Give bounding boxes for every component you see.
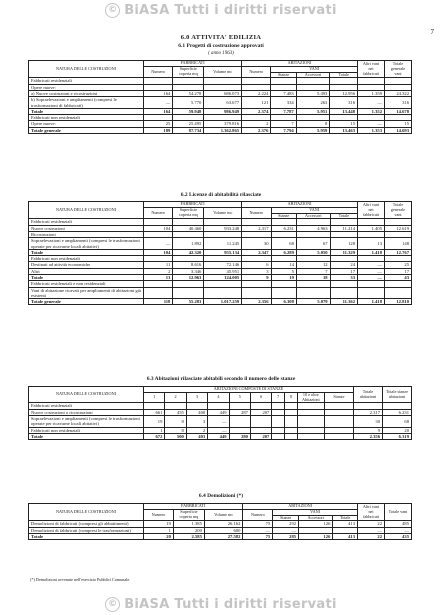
cell-value [285,416,298,428]
cell-value: 500 [165,433,186,439]
cell-value: 6.231 [383,409,412,415]
cell-value [285,433,298,439]
cell-value: 955.134 [204,249,242,255]
grp-abitazioni: ABITAZIONI [243,504,358,510]
cell-value: — [385,527,412,533]
cell-value: 5.770 [173,97,204,109]
cell-value [330,287,357,299]
row-label: Sopraelevazioni e ampliamenti (compresi le trasformazioni operate per ricavarne locali abitativi) [29,238,144,250]
cell-value: 7.794 [271,127,296,133]
col-altri-vani: Altri vani nei fabbricati [358,202,385,219]
col-natura: NATURA DELLE COSTRUZIONI [29,202,144,219]
row-label: Fabbricati non residenziali [29,115,144,121]
row-label: Totale [29,534,144,540]
row-label: Demolizioni di fabbricati (compresi le trasformazioni) [29,527,144,533]
col-altri-vani: Altri vani nei fabbricati [358,504,385,521]
cell-value: 19 [144,521,174,527]
cell-value: 2.356 [242,299,271,305]
cell-value: 126 [299,521,333,527]
cell-value [324,416,353,428]
cell-value: 13.463 [330,127,358,133]
cell-value: 68 [271,238,296,250]
cell-value: — [358,268,385,274]
cell-value: 22 [358,521,385,527]
col-natura: NATURA DELLE COSTRUZIONI [29,504,144,521]
table3-title: 6.3 Abitazioni rilasciate abitabili secondo il numero delle stanze [146,376,296,382]
cell-value: 2.585 [173,534,204,540]
row-label: Ricostruzioni [29,232,144,238]
row-label: Fabbricati non residenziali [29,256,144,262]
cell-value: 13.448 [330,108,358,114]
cell-value: — [358,275,385,281]
cell-value: 13 [144,275,173,281]
cell-value: 3.346 [173,268,204,274]
col-totale: Totale [330,213,357,219]
cell-value: 20 [144,534,174,540]
cell-value: 8 [165,416,186,428]
cell-value: 104 [144,225,173,231]
cell-value [272,433,285,439]
col-stanze: Stanze [271,72,296,78]
cell-value: 30 [354,416,383,428]
watermark-top: © BiASA Tutti i diritti riservati [0,3,442,18]
cell-value: 25 [144,121,173,127]
cell-value: 403 [186,433,207,439]
cell-value: — [208,427,229,433]
watermark-bottom: © BiASA Tutti i diritti riservati [0,597,442,612]
col-numero: Numero [144,66,173,78]
cell-value: 11 [144,262,173,268]
row-label: Opere nuove: [29,84,144,90]
cell-value: 26.162 [204,521,242,527]
cell-value: 3 [242,268,271,274]
cell-value [297,433,324,439]
table2-title: 6.2 Licenze di abitabilità rilasciate [180,192,262,198]
cell-value: 12.767 [385,249,412,255]
cell-value [296,287,330,299]
cell-value: — [358,97,385,109]
cell-value: — [358,121,385,127]
cell-value: 449 [208,409,229,415]
col-stanze-7: 7 [272,392,285,403]
cell-value: 14 [271,262,296,268]
cell-value: 207 [250,433,271,439]
cell-value: 7.787 [271,108,296,114]
table-licenze [28,201,412,305]
cell-value [324,433,353,439]
cell-value [144,287,173,299]
cell-value: 14.693 [385,127,412,133]
cell-value: 12.619 [385,225,412,231]
cell-value: 164 [144,91,173,97]
grp-abitazioni: ABITAZIONI [242,202,358,208]
cell-value: 1.405 [358,225,385,231]
cell-value: 17 [385,268,412,274]
col-stanze: Stanze [271,213,296,219]
col-stanze-4: 4 [208,392,229,403]
col-totale: Totale [333,515,358,521]
table1-title: 6.1 Progetti di costruzione approvati [178,43,264,49]
row-label: Destinati ad attività economiche [29,262,144,268]
footnote: (*) Demolizioni avvenute nell'esercizio Pubblici Comunale. [30,577,131,582]
col-totale-abitazioni: Totale abitazioni [354,387,383,403]
table-row [29,287,412,299]
col-superficie: Superficie coperta mq [173,66,204,78]
row-label: Totale generale [29,299,144,305]
cell-value: 280 [229,433,250,439]
cell-value: 1.359 [358,91,385,97]
col-superficie: Superficie coperta mq [173,207,204,219]
cell-value: 287 [229,409,250,415]
cell-value: 25.495 [173,121,204,127]
row-label: Fabbricati residenziali [29,403,144,409]
cell-value: 5.079 [296,299,330,305]
cell-value: 1.352 [358,108,385,114]
table-row [29,416,412,428]
cell-value: 2 [242,121,271,127]
col-numero-abit: Numero [242,66,271,78]
cell-value: 5 [271,268,296,274]
cell-value: 686.073 [204,91,242,97]
cell-value: 27.582 [204,534,242,540]
col-stanze-oltre: Stanze [324,392,353,403]
cell-value: 121 [242,97,271,109]
cell-value: — [208,416,229,428]
row-label: Totale generale [29,127,144,133]
cell-value: 5.493 [296,91,330,97]
cell-value: 14.678 [385,108,412,114]
cell-value: 55.283 [173,299,204,305]
cell-value: 400 [186,409,207,415]
cell-value: 17 [330,268,357,274]
cell-value: 379.816 [204,121,242,127]
cell-value: 263 [296,97,330,109]
cell-value: 6 [242,262,271,268]
grp-vani: VANI [273,509,358,515]
table1-subtitle: ( anno 1963) [208,51,234,56]
col-stanze-1: 1 [144,392,165,403]
col-altri-vani: Altri vani nei fabbricati [358,61,385,78]
col-natura: NATURA DELLE COSTRUZIONI [29,387,144,403]
row-label: Fabbricati non residenziali [29,427,144,433]
cell-value: 6.308 [271,299,296,305]
cell-value: — [273,527,299,533]
cell-value: 7.483 [271,91,296,97]
cell-value: 2.317 [242,225,271,231]
cell-value: 24 [330,262,357,268]
cell-value: 15 [330,121,358,127]
row-label: Nuove costruzioni o ricostruzioni [29,409,144,415]
col-accessori: Accessori [296,72,330,78]
cell-value [250,416,271,428]
grp-fabbricati: FABBRICATI [144,61,242,67]
cell-value: 75 [243,521,273,527]
cell-value: 72.146 [204,262,242,268]
cell-value: 1.353 [358,127,385,133]
row-label: a) Nuove costruzioni e ricostruzioni [29,91,144,97]
cell-value: 485 [385,521,412,527]
cell-value [173,287,204,299]
col-superficie: Superficie coperta mq [173,509,204,521]
cell-value: 8 [165,427,186,433]
table-progetti [28,60,412,134]
cell-value: 11.245 [204,238,242,250]
copyright-icon: © [105,3,120,18]
cell-value: 12.963 [173,275,204,281]
col-numero: Numero [144,509,174,521]
grp-fabbricati: FABBRICATI [144,202,242,208]
cell-value: 13 [358,238,385,250]
cell-value: 87.734 [173,127,204,133]
cell-value: 285 [273,534,299,540]
col-volume: Volume mc [204,509,242,521]
cell-value: 7 [271,121,296,127]
col-stanze: Stanze [273,515,299,521]
cell-value: 1.418 [358,249,385,255]
cell-value: 11.329 [330,249,357,255]
cell-value [272,416,285,428]
col-numero: Numero [144,207,173,219]
cell-value: 413 [333,521,358,527]
cell-value: 455 [165,409,186,415]
col-natura: NATURA DELLE COSTRUZIONI [29,61,144,78]
cell-value: 68 [383,416,412,428]
cell-value: 1.892 [173,238,204,250]
cell-value: 11.362 [330,299,357,305]
grp-vani: VANI [271,207,357,213]
cell-value: 148 [385,238,412,250]
col-stanze-2: 2 [165,392,186,403]
cell-value: 19 [271,275,296,281]
cell-value: 2.317 [354,409,383,415]
grp-fabbricati: FABBRICATI [144,504,243,510]
col-totale-vani: Totale vani [385,504,412,521]
cell-value: 24.322 [385,91,412,97]
cell-value: — [358,262,385,268]
cell-value: 292 [273,521,299,527]
cell-value: 54.278 [173,91,204,97]
cell-value: — [144,238,173,250]
cell-value: 20 [383,427,412,433]
cell-value: 30 [242,238,271,250]
cell-value: 18 [296,275,330,281]
table4-title: 6.4 Demolizioni (*) [198,493,244,499]
cell-value: 75 [243,534,273,540]
cell-value: 164 [144,108,173,114]
cell-value: 1.362.865 [204,127,242,133]
page-number: 7 [430,28,434,36]
copyright-icon: © [105,597,120,612]
cell-value: 600 [204,527,242,533]
col-totale-stanze: Totale stanze abitazioni [383,387,412,403]
col-10-oltre: 10 e oltre Abitazioni [297,392,324,403]
cell-value: 435 [385,534,412,540]
cell-value [204,287,242,299]
cell-value: 67 [296,238,330,250]
cell-value: 40.460 [173,225,204,231]
cell-value: 22 [358,534,385,540]
grp-abitazioni-stanze: ABITAZIONI COMPOSTE DI STANZE [144,387,354,393]
row-label: Fabbricati residenziali [29,219,144,225]
cell-value: 334 [271,97,296,109]
col-stanze-3: 3 [186,392,207,403]
cell-value: 1 [144,527,174,533]
cell-value: 43 [385,275,412,281]
cell-value: 15 [385,121,412,127]
cell-value: 5.959 [296,127,330,133]
cell-value [385,287,412,299]
cell-value: — [243,527,273,533]
col-stanze-8: 8 [285,392,298,403]
cell-value: 5.050 [296,249,330,255]
col-volume: Volume mc [204,66,242,78]
table-abitazioni-stanze [28,386,412,440]
row-label: Totale [29,249,144,255]
cell-value: 189 [144,127,173,133]
cell-value: 6.231 [271,225,296,231]
grp-abitazioni: ABITAZIONI [242,61,358,67]
cell-value: 1 [144,427,165,433]
cell-value: — [358,527,385,533]
cell-value: 933.248 [204,225,242,231]
cell-value: 59.948 [173,108,204,114]
col-stanze-6: 6 [250,392,271,403]
cell-value: 2 [186,427,207,433]
table-demolizioni [28,503,412,540]
col-totale-generale: Totale generale vani [385,202,412,219]
cell-value: 128 [330,238,357,250]
cell-value: 6.289 [271,249,296,255]
row-label: b) Sopraelevazioni e ampliamenti (compresi le trasformazioni di fabbricati) [29,97,144,109]
table-row [29,127,412,133]
row-label: Altri [29,268,144,274]
cell-value: 2.224 [242,91,271,97]
cell-value: 42.320 [173,249,204,255]
cell-value: 8.616 [173,262,204,268]
cell-value [242,287,271,299]
cell-value: 2.356 [354,433,383,439]
cell-value [358,287,385,299]
cell-value: 11.214 [330,225,357,231]
row-label: Totale [29,108,144,114]
table-row [29,534,412,540]
col-numero-abit: Numero [243,509,273,521]
cell-value: 12.956 [330,91,358,97]
col-totale-generale: Totale generale vani [385,61,412,78]
table-row [29,238,412,250]
cell-value: 1.385 [173,521,204,527]
col-numero-abit: Numero [242,207,271,219]
table-row [29,433,412,439]
cell-value: 2.347 [242,249,271,255]
cell-value [297,416,324,428]
cell-value: 12 [296,262,330,268]
row-label: Fabbricati residenziali [29,78,144,84]
cell-value [229,416,250,428]
row-label: Totale [29,433,144,439]
cell-value: 6.319 [383,433,412,439]
col-totale: Totale [330,72,358,78]
col-accessori: Accessori [296,213,330,219]
section-title: 6.0 ATTIVITA' EDILIZIA [180,34,262,41]
cell-value: 124.005 [204,275,242,281]
row-label: Demolizioni di fabbricati (compresi gli abbattimenti) [29,521,144,527]
table-row [29,97,412,109]
table-row [29,299,412,305]
row-label: Opere nuove: [29,121,144,127]
cell-value: 33 [330,275,357,281]
cell-value: 2.374 [242,108,271,114]
cell-value: 45.951 [204,268,242,274]
cell-value: — [144,97,173,109]
cell-value: 672 [144,433,165,439]
cell-value: 104 [144,249,173,255]
cell-value: 7 [296,268,330,274]
col-accessori: Accessori [299,515,333,521]
col-stanze-5: 5 [229,392,250,403]
cell-value: 1.418 [358,299,385,305]
cell-value: 25 [385,262,412,268]
row-label: Nuove costruzioni [29,225,144,231]
cell-value: 63.677 [204,97,242,109]
cell-value: 3 [186,416,207,428]
cell-value: 661 [144,409,165,415]
cell-value: 5.951 [296,108,330,114]
grp-vani: VANI [271,66,358,72]
cell-value: 4.963 [296,225,330,231]
cell-value: 986.949 [204,108,242,114]
cell-value [271,287,296,299]
col-volume: Volume mc [204,207,242,219]
row-label: Sopraelevazioni e ampliamenti (compresi le trasformazioni operate per ricavarne locali abitativi) [29,416,144,428]
cell-value: 2.376 [242,127,271,133]
row-label: Fabbricati residenziali e non residenziali [29,281,144,287]
row-label: Totale [29,275,144,281]
cell-value: 2 [144,268,173,274]
cell-value: 8 [296,121,330,127]
cell-value: 1.017.259 [204,299,242,305]
cell-value: 413 [333,534,358,540]
cell-value: 9 [354,427,383,433]
row-label: Vani di abitazione ricavati per ampliamenti di abitazioni già esistenti [29,287,144,299]
cell-value: 12.810 [385,299,412,305]
cell-value: 118 [144,299,173,305]
cell-value: 207 [250,409,271,415]
cell-value: 9 [242,275,271,281]
cell-value: 19 [144,416,165,428]
cell-value: 316 [330,97,358,109]
cell-value: 200 [173,527,204,533]
cell-value: 126 [299,534,333,540]
cell-value: 449 [208,433,229,439]
cell-value: 316 [385,97,412,109]
